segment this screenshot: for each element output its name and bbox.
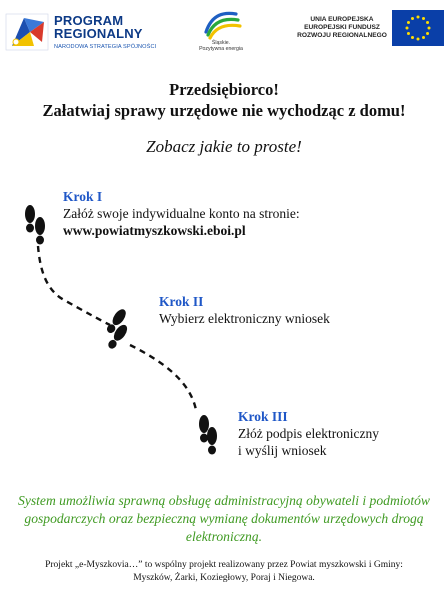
step-2 [159, 293, 330, 327]
step-label: Krok II [159, 294, 204, 309]
page-subtitle: Zobacz jakie to proste! [146, 137, 302, 156]
silesia-caption: Śląskie. Pozytywna energia [199, 40, 243, 53]
website-link[interactable]: www.powiatmyszkowski.eboi.pl [63, 223, 246, 238]
step-text: i wyślij wniosek [238, 443, 327, 458]
program-title: PROGRAM REGIONALNY [54, 13, 143, 41]
step-text: Załóż swoje indywidualne konto na stronie: [63, 206, 300, 221]
step-3 [238, 408, 379, 459]
step-label: Krok III [238, 409, 288, 424]
page-title: Przedsiębiorco! [169, 80, 279, 99]
system-description: System umożliwia sprawną obsługę administracyjną obywateli i podmiotów gospodarczych oraz bezpieczną wymianę dokumentów urzędowych drogą elektroniczną. [18, 493, 430, 544]
eu-caption: UNIA EUROPEJSKA EUROPEJSKI FUNDUSZ ROZWOJU REGIONALNEGO [297, 16, 387, 40]
step-text: Wybierz elektroniczny wniosek [159, 311, 330, 326]
project-info: Projekt „e-Myszkovia…” to wspólny projekt realizowany przez Powiat myszkowski i Gminy: Myszków, Żarki, Koziegłowy, Poraj i Niegowa. [45, 560, 403, 583]
step-1 [63, 188, 300, 239]
page-title-line2: Załatwiaj sprawy urzędowe nie wychodząc z domu! [42, 101, 406, 120]
program-subtitle: NARODOWA STRATEGIA SPÓJNOŚCI [54, 44, 157, 50]
step-text: Złóż podpis elektroniczny [238, 426, 379, 441]
step-label: Krok I [63, 189, 103, 204]
footprints-icon [199, 415, 217, 455]
footprints-icon [25, 205, 45, 245]
